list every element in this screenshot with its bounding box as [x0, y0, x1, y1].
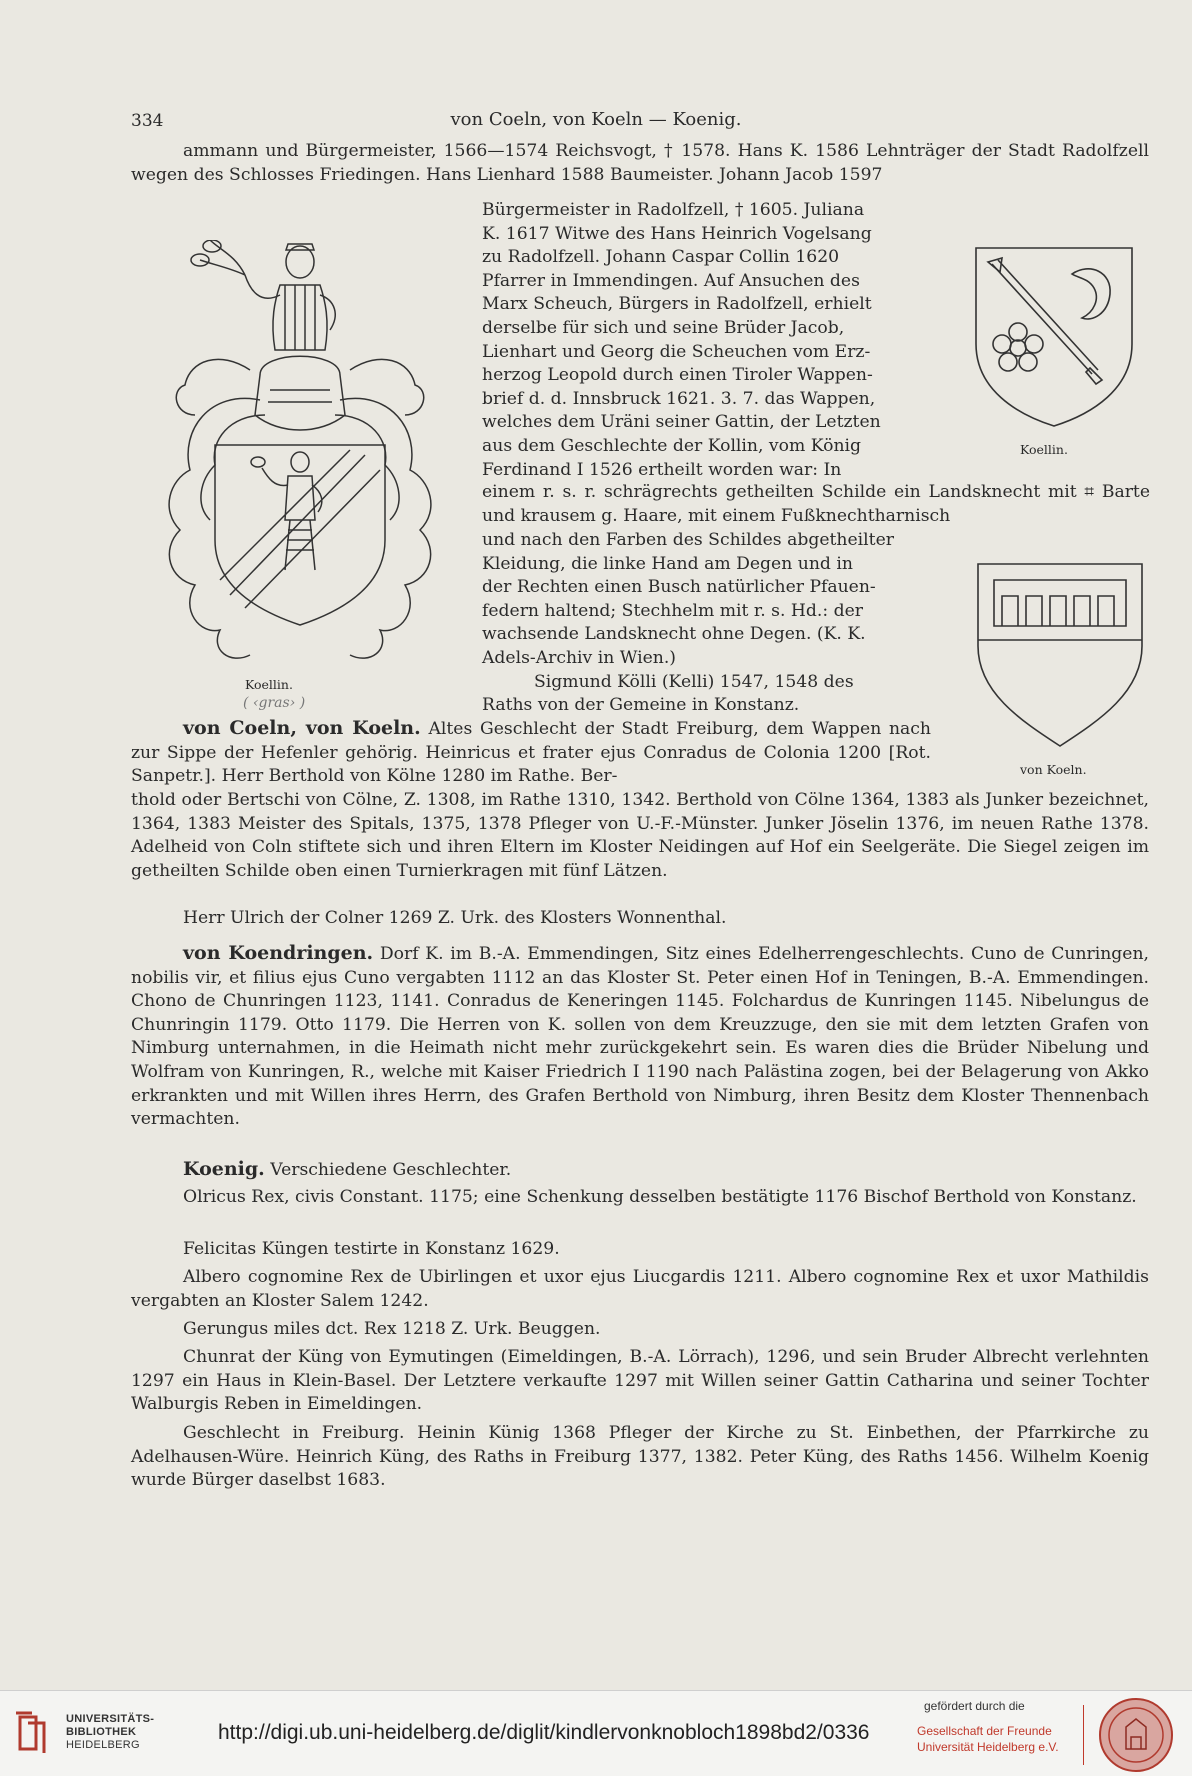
footer-divider — [1083, 1705, 1084, 1765]
section-von-koendringen — [131, 942, 1149, 1132]
col-line: Kleidung, die linke Hand am Degen und in — [482, 553, 853, 574]
paragraph-gerungus: Gerungus miles dct. Rex 1218 Z. Urk. Beuggen. — [183, 1319, 601, 1339]
col-line: der Rechten einen Busch natürlicher Pfauen- — [482, 577, 876, 598]
col-line: Adels-Archiv in Wien.) — [482, 647, 677, 668]
library-name — [66, 1713, 154, 1752]
heading-von-koendringen: von Koendringen. — [183, 942, 374, 964]
col-line: aus dem Geschlechte der Kollin, vom König — [482, 435, 862, 456]
library-logo-icon — [12, 1711, 56, 1755]
text-von-coeln-a: Altes Geschlecht der Stadt Freiburg, dem Wappen nach zur Sippe der Hefenler gehörig. Heinricus et frater ejus Conradus de Colonia 1200 [Rot. Sanpetr.]. Herr Berthold von Kölne 1280 im Rathe. Ber- — [131, 719, 931, 787]
col-line: Ferdinand I 1526 ertheilt worden war: In — [482, 459, 842, 480]
paragraph-olricus: Olricus Rex, civis Constant. 1175; eine Schenkung desselben bestätigte 1176 Bischof Berthold von Konstanz. — [183, 1187, 1137, 1207]
column-text-1 — [482, 199, 930, 482]
col-line: wachsende Landsknecht ohne Degen. (K. K. — [482, 624, 866, 645]
col-line: Raths von der Gemeine in Konstanz. — [482, 695, 800, 716]
university-seal-icon — [1098, 1697, 1174, 1773]
sponsor-label: gefördert durch die — [924, 1699, 1025, 1713]
society-name — [917, 1723, 1059, 1755]
col-line: zu Radolfzell. Johann Caspar Collin 1620 — [482, 247, 840, 268]
paragraph-felicitas: Felicitas Küngen testirte in Konstanz 1629. — [183, 1239, 560, 1259]
caption-koellin-large: Koellin. — [245, 677, 293, 692]
col-line: und nach den Farben des Schildes abgetheilter — [482, 530, 894, 550]
heading-koenig: Koenig. — [183, 1158, 265, 1180]
caption-koellin-small: Koellin. — [1020, 442, 1068, 457]
paragraph-top: ammann und Bürgermeister, 1566—1574 Reichsvogt, † 1578. Hans K. 1586 Lehnträger der Stadt Radolfzell wegen des Schlosses Friedingen. Hans Lienhard 1588 Baumeister. Johann Jacob 1597 — [131, 141, 1149, 185]
section-von-coeln-cont: thold oder Bertschi von Cölne, Z. 1308, im Rathe 1310, 1342. Berthold von Cölne 1364, 1383 als Junker bezeichnet, 1364, 1383 Meister des Spitals, 1375, 1378 Pfleger von U.-F.-Münster. Junker Jöselin 1376, im neuen Rathe 1378. Adelheid von Coln stiftete sich und ihren Eltern im Kloster Neidingen auf Hof ein Seelgeräte. Die Siegel zeigen im getheilten Schilde oben einen Turnierkragen mit fünf Lätzen. — [131, 790, 1149, 881]
running-title: von Coeln, von Koeln — Koenig. — [450, 109, 742, 130]
paragraph-ulrich: Herr Ulrich der Colner 1269 Z. Urk. des Klosters Wonnenthal. — [183, 908, 727, 928]
col-line: derselbe für sich und seine Brüder Jacob, — [482, 317, 845, 338]
col-line: Sigmund Kölli (Kelli) 1547, 1548 des — [534, 671, 854, 692]
library-name-line: UNIVERSITÄTS- — [66, 1713, 155, 1725]
text-koenig: Verschiedene Geschlechter. — [270, 1160, 512, 1180]
coat-of-arms-koellin-large-illustration — [150, 240, 450, 680]
col-line: Bürgermeister in Radolfzell, † 1605. Juliana — [482, 200, 865, 220]
heading-von-coeln: von Coeln, von Koeln. — [183, 717, 421, 739]
society-name-line: Gesellschaft der Freunde — [917, 1724, 1052, 1738]
col-line: brief d. d. Innsbruck 1621. 3. 7. das Wappen, — [482, 388, 876, 409]
col-line: Lienhart und Georg die Scheuchen vom Erz- — [482, 341, 871, 362]
col-line: herzog Leopold durch einen Tiroler Wappen- — [482, 365, 873, 386]
caption-von-koeln: von Koeln. — [1020, 762, 1087, 777]
footer-bar — [0, 1690, 1192, 1776]
column-text-2 — [482, 529, 930, 718]
library-name-line: HEIDELBERG — [66, 1739, 140, 1751]
permalink-url[interactable]: http://digi.ub.uni-heidelberg.de/diglit/kindlervonknobloch1898bd2/0336 — [218, 1721, 870, 1744]
paragraph-albero: Albero cognomine Rex de Ubirlingen et uxor ejus Liucgardis 1211. Albero cognomine Rex et uxor Mathildis vergabten an Kloster Salem 1242. — [131, 1267, 1149, 1311]
section-koenig — [131, 1158, 1149, 1183]
text-von-koendringen: Dorf K. im B.-A. Emmendingen, Sitz eines Edelherrengeschlechts. Cuno de Cunringen, nobilis vir, et filius ejus Cuno vergabten 1112 an das Kloster St. Peter einen Hof in Teningen, B.-A. Emmendingen. Chono de Chunringen 1123, 1141. Conradus de Keneringen 1145. Folchardus de Kunringen 1145. Nibelungus de Chunringin 1179. Otto 1179. Die Herren von K. sollen von dem Kreuzzuge, den sie mit dem letzten Grafen von Nimburg unternahmen, in die Heimath nicht mehr zurückgekehrt sein. Es waren dies die Brüder Nibelung und Wolfram von Kunringen, R., welche mit Kaiser Friedrich I 1190 nach Palästina zogen, bei der Belagerung von Akko erkrankten und mit Willen ihres Herrn, des Grafen Berthold von Nimburg, ihren Besitz dem Kloster Thennenbach vermachten. — [131, 944, 1149, 1130]
col-line: Pfarrer in Immendingen. Auf Ansuchen des — [482, 270, 860, 291]
col-line: federn haltend; Stechhelm mit r. s. Hd.: der — [482, 600, 863, 621]
society-name-line: Universität Heidelberg e.V. — [917, 1740, 1059, 1754]
paragraph-mid-wide: einem r. s. r. schrägrechts getheilten Schilde ein Landsknecht mit ⌗ Barte und krausem g. Haare, mit einem Fußknechtharnisch — [482, 482, 1150, 526]
library-name-line: BIBLIOTHEK — [66, 1726, 137, 1738]
section-von-coeln — [131, 717, 931, 789]
col-line: welches dem Uräni seiner Gattin, der Letzten — [482, 412, 881, 433]
coat-of-arms-koellin-small-illustration — [972, 244, 1136, 430]
col-line: K. 1617 Witwe des Hans Heinrich Vogelsang — [482, 223, 872, 244]
page-number: 334 — [131, 111, 164, 131]
paragraph-freiburg: Geschlecht in Freiburg. Heinin Künig 1368 Pfleger der Kirche zu St. Einbethen, der Pfarrkirche zu Adelhausen-Würe. Heinrich Küng, des Raths in Freiburg 1377, 1382. Peter Küng, des Raths 1456. Wilhelm Koenig wurde Bürger daselbst 1683. — [131, 1423, 1149, 1491]
coat-of-arms-von-koeln-illustration — [974, 560, 1146, 752]
paragraph-chunrat: Chunrat der Küng von Eymutingen (Eimeldingen, B.-A. Lörrach), 1296, und sein Bruder Albrecht verlehnten 1297 ein Haus in Klein-Basel. Der Letztere verkaufte 1297 mit Willen seiner Gattin Catharina und seiner Tochter Walburgis Reben in Eimeldingen. — [131, 1347, 1149, 1415]
handwritten-note: ( ‹gras› ) — [243, 695, 306, 711]
col-line: Marx Scheuch, Bürgers in Radolfzell, erhielt — [482, 294, 872, 315]
